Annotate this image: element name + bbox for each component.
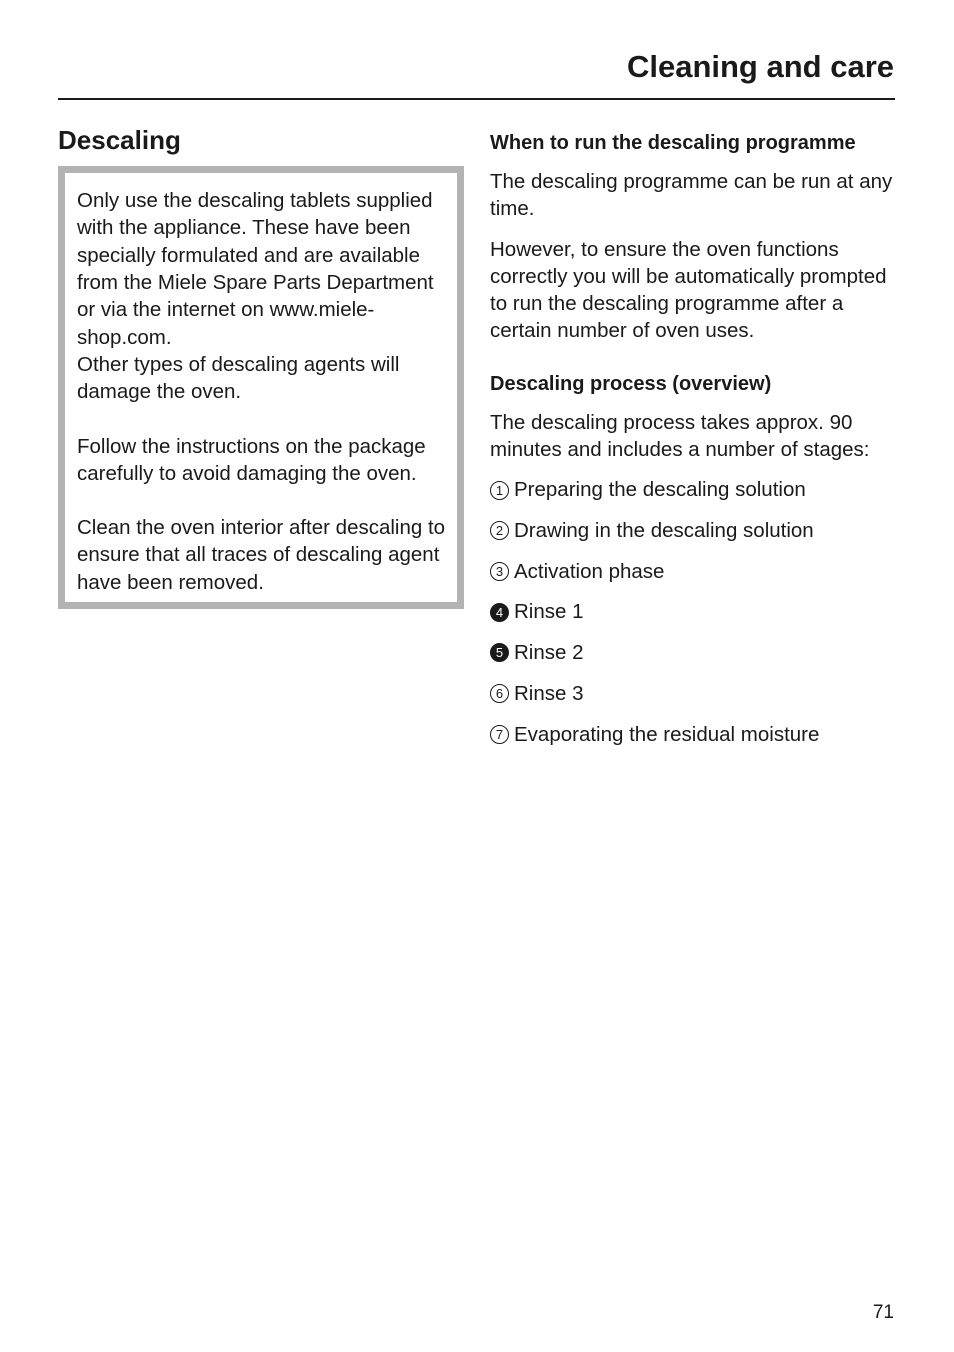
process-heading: Descaling process (overview) <box>490 372 772 395</box>
warning-paragraph: Clean the oven interior after descaling to ensure that all traces of descaling agent have been removed. <box>77 516 446 594</box>
stage-label: Activation phase <box>514 559 665 583</box>
stage-item <box>490 517 895 544</box>
when-heading: When to run the descaling programme <box>490 132 856 154</box>
circled-number-icon: 6 <box>490 684 509 703</box>
circled-number-icon: 5 <box>490 643 509 662</box>
stage-label: Drawing in the descaling solution <box>514 519 814 543</box>
warning-paragraph <box>77 187 447 405</box>
stage-label: Rinse 2 <box>514 641 584 665</box>
circled-number-icon: 7 <box>490 725 509 744</box>
circled-number-icon: 2 <box>490 521 509 540</box>
circled-number-icon: 1 <box>490 481 509 500</box>
stage-item <box>490 598 895 625</box>
stage-item <box>490 721 895 748</box>
stage-label: Preparing the descaling solution <box>514 478 806 502</box>
warning-paragraph: Follow the instructions on the package carefully to avoid damaging the oven. <box>77 434 426 485</box>
when-paragraph: The descaling programme can be run at any time. <box>490 170 893 221</box>
page-header-title: Cleaning and care <box>626 49 894 84</box>
stage-label: Rinse 1 <box>514 600 584 624</box>
section-title: Descaling <box>58 125 181 155</box>
header-rule <box>58 98 895 100</box>
circled-number-icon: 4 <box>490 603 509 622</box>
stage-item <box>490 476 895 503</box>
warning-box <box>58 166 464 609</box>
process-intro: The descaling process takes approx. 90 minutes and includes a number of stages: <box>490 410 870 462</box>
warning-text-other-agents: Other types of descaling agents will damage the oven. <box>77 352 400 404</box>
left-column <box>58 125 464 609</box>
stages-list <box>490 476 895 747</box>
when-paragraph: However, to ensure the oven functions correctly you will be automatically prompted to run the descaling programme after a certain number of oven uses. <box>490 237 887 343</box>
stage-label: Evaporating the residual moisture <box>514 722 820 746</box>
warning-text-tablets: Only use the descaling tablets supplied with the appliance. These have been specially formulated and are available from the Miele Spare Parts Department or via the internet on www.miele-shop.com. <box>77 189 434 349</box>
stage-item <box>490 680 895 707</box>
page-number: 71 <box>872 1302 894 1323</box>
stage-item <box>490 639 895 666</box>
circled-number-icon: 3 <box>490 562 509 581</box>
right-column <box>490 130 895 761</box>
stage-item <box>490 558 895 585</box>
stage-label: Rinse 3 <box>514 681 584 705</box>
